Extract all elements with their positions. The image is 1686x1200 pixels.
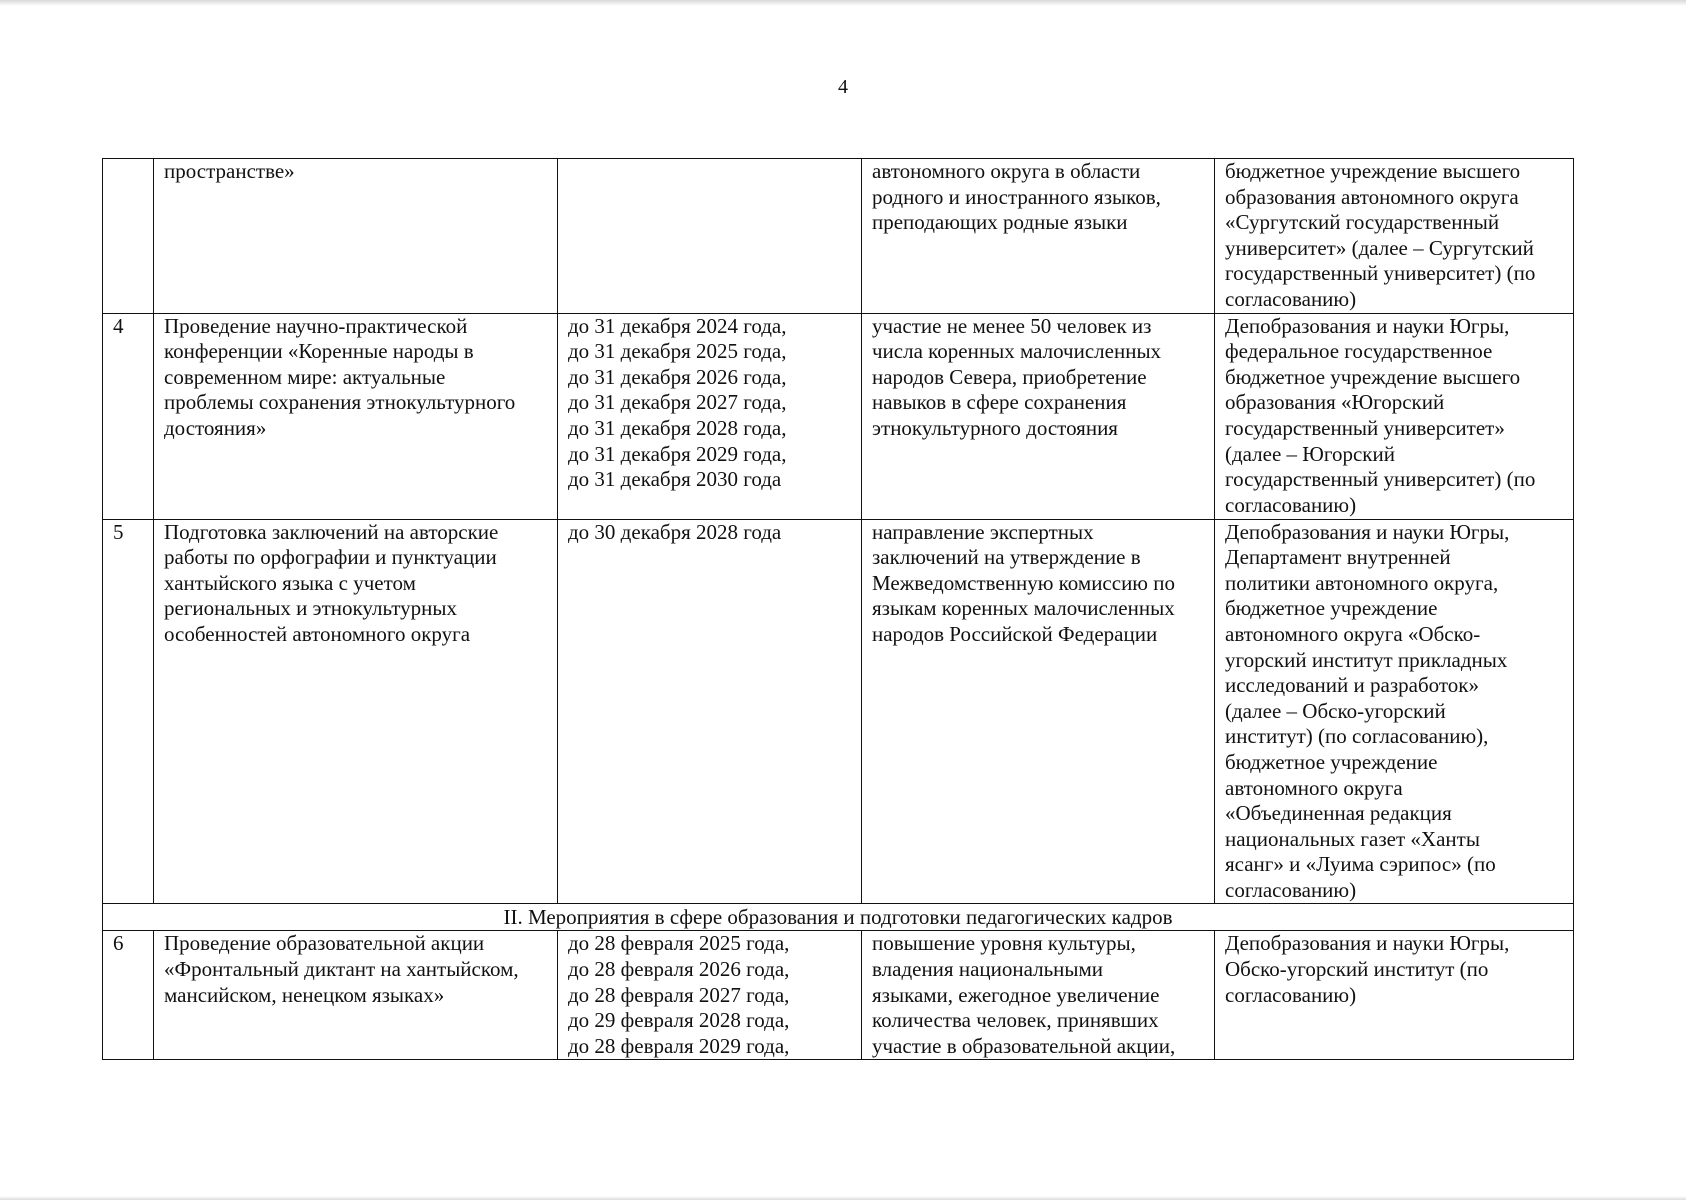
cell-text-line: до 31 декабря 2025 года, — [568, 339, 787, 364]
cell-text-line: проблемы сохранения этнокультурного — [164, 390, 516, 415]
cell-text-line: Обско-угорский институт (по — [1225, 957, 1489, 982]
cell-text-line: до 28 февраля 2027 года, — [568, 982, 790, 1007]
cell-text-line: современном мире: актуальные — [164, 364, 446, 389]
result-cell — [862, 313, 1215, 519]
cell-text-line: образования «Югорский — [1225, 390, 1445, 415]
scan-bottom-edge — [0, 1196, 1686, 1200]
cell-text-line: согласованию) — [1225, 492, 1357, 517]
cell-text-line: бюджетное учреждение — [1225, 749, 1438, 774]
responsible-cell — [1215, 159, 1574, 314]
cell-text-line: угорский институт прикладных — [1225, 647, 1508, 672]
table-row — [103, 931, 1574, 1060]
cell-text-line: региональных и этнокультурных — [164, 596, 457, 621]
cell-text-line: согласованию) — [1225, 286, 1357, 311]
cell-text-line: народов Российской Федерации — [872, 621, 1158, 646]
cell-text-line: институт) (по согласованию), — [1225, 724, 1489, 749]
section-heading: II. Мероприятия в сфере образования и подготовки педагогических кадров — [103, 904, 1574, 931]
cell-text-line: до 29 февраля 2028 года, — [568, 1008, 790, 1033]
cell-text-line: ясанг» и «Луима сэрипос» (по — [1225, 852, 1496, 877]
cell-text-line: до 31 декабря 2030 года — [568, 467, 782, 492]
cell-text-line: автономного округа «Обско- — [1225, 621, 1481, 646]
page-number: 4 — [838, 76, 848, 98]
cell-text-line: национальных газет «Ханты — [1225, 826, 1480, 851]
cell-text-line: Депобразования и науки Югры, — [1225, 519, 1510, 544]
cell-text-line: федеральное государственное — [1225, 339, 1493, 364]
cell-text-line: конференции «Коренные народы в — [164, 339, 474, 364]
row-number-cell: 5 — [103, 519, 154, 904]
cell-text-line: Межведомственную комиссию по — [872, 570, 1175, 595]
cell-text-line: до 31 декабря 2026 года, — [568, 364, 787, 389]
cell-text-line: пространстве» — [164, 159, 295, 183]
cell-text-line: Депобразования и науки Югры, — [1225, 931, 1510, 956]
cell-text-line: владения национальными — [872, 957, 1104, 982]
cell-text-line: направление экспертных — [872, 519, 1094, 544]
section-heading-row — [103, 904, 1574, 931]
cell-text-line: до 31 декабря 2027 года, — [568, 390, 787, 415]
activity-name-cell — [154, 313, 558, 519]
cell-text-line: народов Севера, приобретение — [872, 364, 1147, 389]
scan-top-edge — [0, 0, 1686, 6]
cell-text-line: повышение уровня культуры, — [872, 931, 1136, 956]
cell-text-line: количества человек, принявших — [872, 1008, 1159, 1033]
cell-text-line: числа коренных малочисленных — [872, 339, 1162, 364]
cell-text-line: Подготовка заключений на авторские — [164, 519, 499, 544]
cell-text-line: (далее – Югорский — [1225, 441, 1395, 466]
row-number-cell: 6 — [103, 931, 154, 1060]
cell-text-line: до 28 февраля 2026 года, — [568, 957, 790, 982]
cell-text-line: до 31 декабря 2029 года, — [568, 441, 787, 466]
cell-text-line: до 31 декабря 2028 года, — [568, 415, 787, 440]
cell-text-line: бюджетное учреждение — [1225, 596, 1438, 621]
cell-text-line: автономного округа — [1225, 775, 1403, 800]
result-cell — [862, 159, 1215, 314]
cell-text-line: «Фронтальный диктант на хантыйском, — [164, 957, 519, 982]
cell-text-line: согласованию) — [1225, 877, 1357, 902]
cell-text-line: навыков в сфере сохранения — [872, 390, 1127, 415]
cell-text-line: преподающих родные языки — [872, 210, 1128, 235]
cell-text-line: особенностей автономного округа — [164, 621, 471, 646]
cell-text-line: Проведение научно-практической — [164, 313, 468, 338]
cell-text-line: до 28 февраля 2025 года, — [568, 931, 790, 956]
table-row — [103, 313, 1574, 519]
cell-text-line: «Сургутский государственный — [1225, 210, 1500, 235]
cell-text-line: до 30 декабря 2028 года — [568, 519, 782, 544]
cell-text-line: Проведение образовательной акции — [164, 931, 485, 956]
cell-text-line: участие не менее 50 человек из — [872, 313, 1152, 338]
cell-text-line: бюджетное учреждение высшего — [1225, 364, 1521, 389]
cell-text-line: до 31 декабря 2024 года, — [568, 313, 787, 338]
table-row — [103, 519, 1574, 904]
cell-text-line: (далее – Обско-угорский — [1225, 698, 1446, 723]
cell-text-line: исследований и разработок» — [1225, 673, 1479, 698]
cell-text-line: Департамент внутренней — [1225, 545, 1451, 570]
cell-text-line: автономного округа в области — [872, 159, 1141, 183]
cell-text-line: родного и иностранного языков, — [872, 184, 1161, 209]
result-cell — [862, 519, 1215, 904]
cell-text-line: университет» (далее – Сургутский — [1225, 235, 1534, 260]
responsible-cell — [1215, 931, 1574, 1060]
cell-text-line: заключений на утверждение в — [872, 545, 1141, 570]
cell-text-line: образования автономного округа — [1225, 184, 1519, 209]
cell-text-line: языкам коренных малочисленных — [872, 596, 1175, 621]
cell-text-line: согласованию) — [1225, 982, 1357, 1007]
cell-text-line: государственный университет) (по — [1225, 261, 1536, 286]
activity-name-cell — [154, 519, 558, 904]
activity-name-cell — [154, 931, 558, 1060]
responsible-cell — [1215, 519, 1574, 904]
row-number-cell: 4 — [103, 313, 154, 519]
cell-text-line: государственный университет» — [1225, 415, 1505, 440]
cell-text-line: «Объединенная редакция — [1225, 801, 1452, 826]
table-row — [103, 159, 1574, 314]
activity-name-cell — [154, 159, 558, 314]
deadline-cell — [558, 519, 862, 904]
cell-text-line: государственный университет) (по — [1225, 467, 1536, 492]
cell-text-line: до 28 февраля 2029 года, — [568, 1033, 790, 1058]
result-cell — [862, 931, 1215, 1060]
cell-text-line: этнокультурного достояния — [872, 415, 1118, 440]
cell-text-line: бюджетное учреждение высшего — [1225, 159, 1521, 183]
deadline-cell — [558, 931, 862, 1060]
deadline-cell — [558, 159, 862, 314]
deadline-cell — [558, 313, 862, 519]
cell-text-line: достояния» — [164, 415, 267, 440]
cell-text-line: мансийском, ненецком языках» — [164, 982, 445, 1007]
activities-table — [102, 158, 1574, 1060]
cell-text-line: хантыйского языка с учетом — [164, 570, 416, 595]
cell-text-line: работы по орфографии и пунктуации — [164, 545, 497, 570]
row-number-cell — [103, 159, 154, 314]
cell-text-line: языками, ежегодное увеличение — [872, 982, 1160, 1007]
responsible-cell — [1215, 313, 1574, 519]
cell-text-line: политики автономного округа, — [1225, 570, 1499, 595]
cell-text-line: Депобразования и науки Югры, — [1225, 313, 1510, 338]
cell-text-line: участие в образовательной акции, — [872, 1033, 1176, 1058]
